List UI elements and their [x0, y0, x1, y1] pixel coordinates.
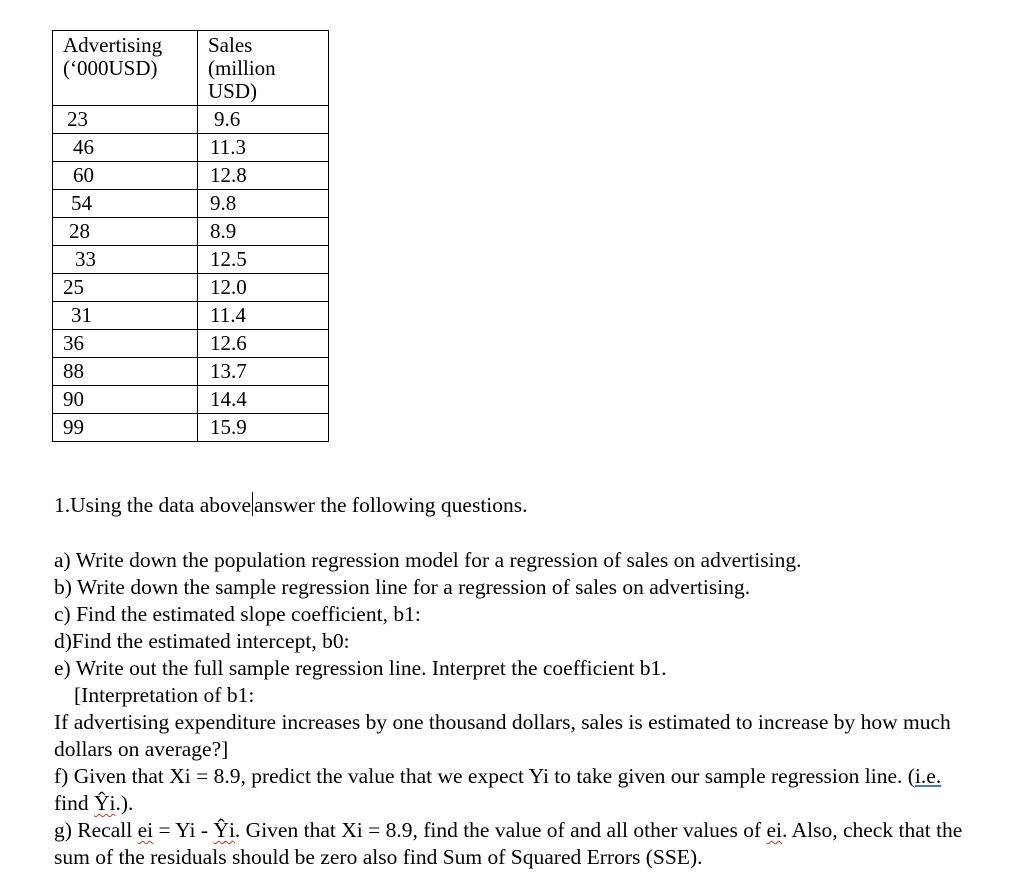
header-advertising-line: Advertising — [63, 33, 163, 57]
advertising-cell: 99 — [53, 414, 198, 442]
header-sales-line: Sales — [208, 33, 253, 57]
question-f-yhat: Ŷi — [94, 791, 116, 815]
sales-cell: 9.6 — [198, 106, 329, 134]
advertising-cell: 28 — [53, 218, 198, 246]
table-row — [53, 218, 329, 246]
intro-text-before-caret: 1.Using the data above — [54, 493, 252, 517]
table-row — [53, 274, 329, 302]
header-advertising — [53, 31, 198, 106]
advertising-cell: 88 — [53, 358, 198, 386]
table-row — [53, 134, 329, 162]
sales-cell: 9.8 — [198, 190, 329, 218]
advertising-cell: 60 — [53, 162, 198, 190]
intro-text-after-caret: answer the following questions. — [254, 493, 528, 517]
table-row — [53, 358, 329, 386]
sales-cell: 12.6 — [198, 330, 329, 358]
intro-line — [54, 492, 974, 519]
question-f-ie: i.e. — [914, 764, 942, 788]
table-row — [53, 106, 329, 134]
questions-section — [54, 492, 974, 871]
question-g-text-1: g) Recall — [54, 818, 138, 842]
header-sales — [198, 31, 329, 106]
question-g-yhat: Ŷi — [213, 818, 235, 842]
question-f-text-2: find — [54, 791, 95, 815]
sales-cell: 12.5 — [198, 246, 329, 274]
table-row — [53, 246, 329, 274]
question-g-text-3: . Given that Xi = 8.9, find the value of and all other values of — [234, 818, 767, 842]
question-g-ei-1: ei — [137, 818, 154, 842]
header-advertising-unit: (‘000USD) — [63, 56, 158, 80]
table-row — [53, 330, 329, 358]
header-sales-unit-2: USD) — [208, 79, 258, 103]
question-e: e) Write out the full sample regression line. Interpret the coefficient b1. — [54, 656, 667, 680]
sales-cell: 11.4 — [198, 302, 329, 330]
sales-cell: 11.3 — [198, 134, 329, 162]
question-f-text-3: .). — [115, 791, 134, 815]
question-g-text-4: . Also, check that the sum of the residuals should be zero also find Sum of Squared Errors (SSE). — [54, 818, 963, 869]
advertising-cell: 46 — [53, 134, 198, 162]
data-table — [52, 30, 329, 442]
table-row — [53, 190, 329, 218]
table-row — [53, 386, 329, 414]
question-c: c) Find the estimated slope coefficient, b1: — [54, 602, 421, 626]
advertising-cell: 36 — [53, 330, 198, 358]
sales-cell: 8.9 — [198, 218, 329, 246]
advertising-cell: 54 — [53, 190, 198, 218]
advertising-cell: 90 — [53, 386, 198, 414]
table-header-row — [53, 31, 329, 106]
table-row — [53, 414, 329, 442]
question-g — [54, 817, 974, 871]
interpretation-label: [Interpretation of b1: — [74, 683, 255, 707]
interpretation-text: If advertising expenditure increases by one thousand dollars, sales is estimated to increase by how much dollars on average?] — [54, 710, 951, 761]
sales-cell: 12.8 — [198, 162, 329, 190]
sales-cell: 12.0 — [198, 274, 329, 302]
question-b: b) Write down the sample regression line for a regression of sales on advertising. — [54, 575, 751, 599]
advertising-cell: 25 — [53, 274, 198, 302]
question-g-text-2: = Yi - — [153, 818, 214, 842]
question-f-text-1: f) Given that Xi = 8.9, predict the value that we expect Yi to take given our sample regression line. ( — [54, 764, 915, 788]
table-row — [53, 162, 329, 190]
sales-cell: 15.9 — [198, 414, 329, 442]
question-d: d)Find the estimated intercept, b0: — [54, 629, 350, 653]
text-cursor[interactable] — [252, 492, 253, 516]
sales-cell: 13.7 — [198, 358, 329, 386]
header-sales-unit-1: (million — [208, 56, 276, 80]
advertising-cell: 31 — [53, 302, 198, 330]
sales-cell: 14.4 — [198, 386, 329, 414]
advertising-cell: 33 — [53, 246, 198, 274]
question-g-ei-2: ei — [766, 818, 783, 842]
question-f — [54, 763, 974, 817]
table-row — [53, 302, 329, 330]
advertising-cell: 23 — [53, 106, 198, 134]
question-a: a) Write down the population regression model for a regression of sales on advertising. — [54, 548, 802, 572]
